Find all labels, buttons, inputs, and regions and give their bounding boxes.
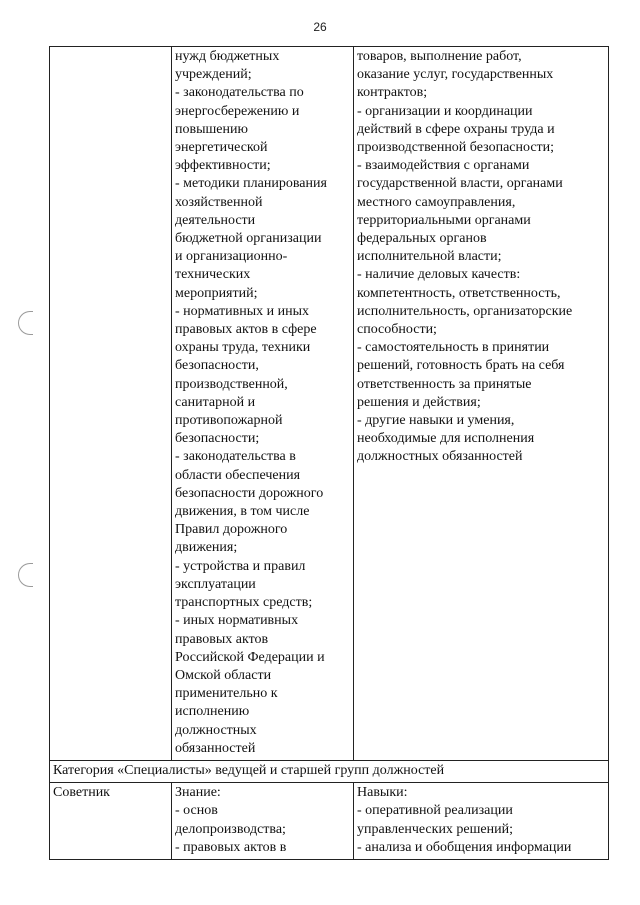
punch-hole-mark-top [18, 311, 33, 335]
table-cell-skills [354, 47, 609, 761]
table-cell-position [50, 783, 172, 860]
position-title: Советник [53, 785, 110, 801]
table-cell-skills [354, 783, 609, 860]
cell-text: Навыки: - оперативной реализации управленческих решений; - анализа и обобщения информации [357, 785, 572, 855]
cell-text: Знание: - основ делопроизводства; - правовых актов в [175, 785, 287, 855]
table-row [50, 783, 609, 860]
table-row-category [50, 760, 609, 782]
table-cell-knowledge [172, 47, 354, 761]
punch-hole-mark-bottom [18, 563, 33, 587]
qualification-requirements-table [49, 46, 609, 860]
table-row [50, 47, 609, 761]
cell-text: нужд бюджетных учреждений; - законодательства по энергосбережению и повышению энергетической эффективности; - методики планирования хозяйственной деятельности бюджетной организации и организационно- технических мероприятий; - нормативных и иных правовых актов в сфере охраны труда, техники безопасности, производственной, санитарной и противопожарной безопасности; - законодательства в области обеспечения безопасности дорожного движения, в том числе Правил дорожного движения; - устройства и правил эксплуатации транспортных средств; - иных нормативных правовых актов Российской Федерации и Омской области применительно к исполнению должностных обязанностей [175, 49, 327, 756]
table-cell-position [50, 47, 172, 761]
table-cell-knowledge [172, 783, 354, 860]
cell-text: товаров, выполнение работ, оказание услуг, государственных контрактов; - организации и координации действий в сфере охраны труда и производственной безопасности; - взаимодействия с органами государственной власти, органами местного самоуправления, территориальными органами федеральных органов исполнительной власти; - наличие деловых качеств: компетентность, ответственность, исполнительность, организаторские способности; - самостоятельность в принятии решений, готовность брать на себя ответственность за принятые решения и действия; - другие навыки и умения, необходимые для исполнения должностных обязанностей [357, 49, 573, 465]
category-title: Категория «Специалисты» ведущей и старшей групп должностей [53, 762, 445, 778]
category-cell [50, 760, 609, 782]
page-number: 26 [313, 20, 327, 34]
